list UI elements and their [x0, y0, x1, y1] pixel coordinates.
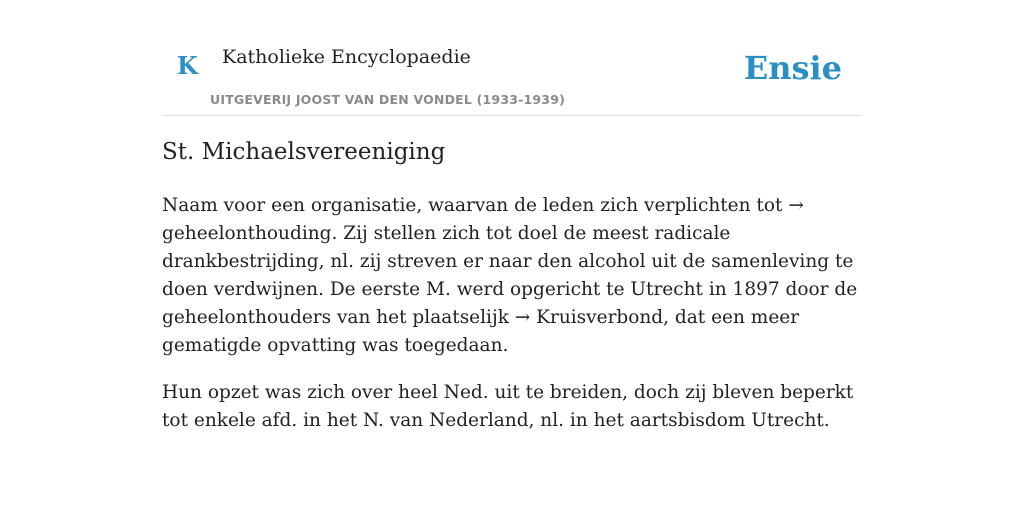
paragraph-text: Naam voor een organisatie, waarvan de leden zich verplichten tot [162, 195, 789, 216]
paragraph-text: . Zij stellen zich tot doel de meest radicale drankbestrijding, nl. zij streven er naar den alcohol uit de samenleving te doen verdwijnen. De eerste M. werd opgericht te Utrecht in 1897 door de geheelonthouders van het plaatselijk [162, 223, 858, 328]
site-title[interactable]: Katholieke Encyclopaedie [222, 46, 471, 68]
site-logo[interactable]: K [177, 51, 198, 80]
article-title: St. Michaelsvereeniging [162, 139, 446, 165]
paragraph-text: , dat een meer gematigde opvatting was toegedaan. [162, 307, 800, 356]
brand-logo[interactable]: Ensie [743, 49, 842, 87]
site-header [162, 36, 862, 116]
cross-reference-link[interactable]: → Kruisverbond [514, 307, 664, 328]
article-paragraph: Hun opzet was zich over heel Ned. uit te breiden, doch zij bleven beperkt tot enkele afd. in het N. van Nederland, nl. in het aartsbisdom Utrecht. [162, 382, 854, 431]
article-paragraph [162, 192, 868, 360]
cross-reference-link[interactable]: → geheelonthouding [162, 195, 804, 244]
publisher-subtitle: UITGEVERIJ JOOST VAN DEN VONDEL (1933-1939) [210, 92, 566, 107]
article-body [162, 192, 868, 454]
